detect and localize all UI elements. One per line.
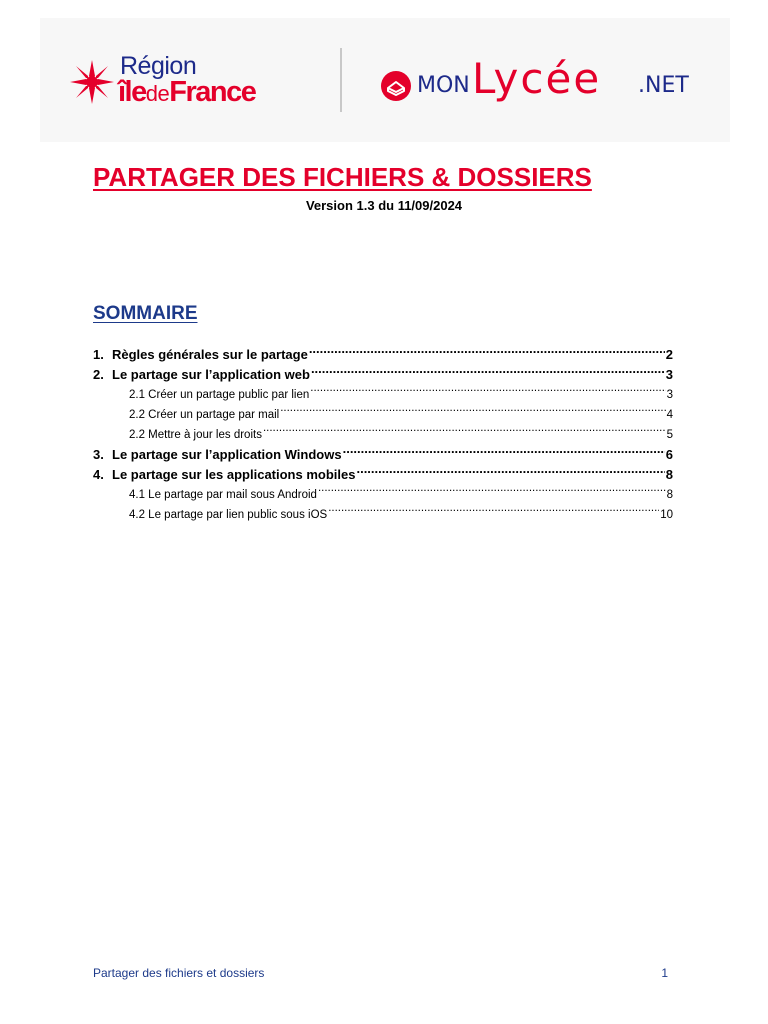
toc-subentry[interactable] bbox=[93, 385, 673, 405]
toc-entry[interactable] bbox=[93, 445, 673, 465]
toc-entry-page: 6 bbox=[665, 447, 673, 462]
book-icon bbox=[380, 70, 412, 102]
footer-title: Partager des fichiers et dossiers bbox=[93, 966, 265, 980]
toc-entry-number: 1. bbox=[93, 347, 104, 362]
logo-net-text: .NET bbox=[638, 73, 689, 98]
region-ile-de-france-logo bbox=[70, 52, 310, 112]
star-icon bbox=[70, 60, 114, 104]
logo-ile-text: île bbox=[118, 76, 146, 108]
logo-france-text: France bbox=[169, 76, 256, 108]
toc-subentry[interactable] bbox=[93, 485, 673, 505]
toc-entry-number: 3. bbox=[93, 447, 104, 462]
toc-dot-leader bbox=[280, 407, 665, 419]
toc-entry-page: 10 bbox=[660, 509, 673, 521]
logo-lycee-text: Lycée bbox=[472, 54, 602, 103]
toc-entry-page: 3 bbox=[665, 367, 673, 382]
toc-entry-page: 4 bbox=[666, 409, 673, 421]
logo-divider bbox=[340, 48, 342, 112]
toc-subentry[interactable] bbox=[93, 505, 673, 525]
toc-entry[interactable] bbox=[93, 365, 673, 385]
toc-entry-page: 5 bbox=[666, 429, 673, 441]
toc-entry-number: 2. bbox=[93, 367, 104, 382]
toc-dot-leader bbox=[356, 466, 664, 479]
document-title: PARTAGER DES FICHIERS & DOSSIERS bbox=[93, 162, 592, 192]
toc-entry-label: Le partage sur l’application Windows bbox=[112, 447, 342, 462]
mon-lycee-net-logo bbox=[380, 54, 710, 103]
logo-de-text: de bbox=[145, 81, 170, 106]
toc-entry[interactable] bbox=[93, 345, 673, 365]
toc-dot-leader bbox=[328, 507, 659, 519]
toc-entry-label: 4.1 Le partage par mail sous Android bbox=[129, 489, 317, 501]
logo-ile-de-france-text bbox=[118, 76, 255, 109]
document-version: Version 1.3 du 11/09/2024 bbox=[305, 198, 463, 213]
toc-dot-leader bbox=[311, 366, 665, 379]
toc-entry-number: 4. bbox=[93, 467, 104, 482]
toc-entry[interactable] bbox=[93, 465, 673, 485]
toc-entry-label: 4.2 Le partage par lien public sous iOS bbox=[129, 509, 328, 521]
toc-subentry[interactable] bbox=[93, 425, 673, 445]
toc-heading: SOMMAIRE bbox=[93, 303, 198, 324]
toc-entry-label: Le partage sur l’application web bbox=[112, 367, 310, 382]
toc-entry-page: 3 bbox=[666, 389, 673, 401]
toc-dot-leader bbox=[309, 346, 665, 359]
toc-entry-label: Règles générales sur le partage bbox=[112, 347, 308, 362]
logo-mon-text: MON bbox=[417, 73, 470, 98]
toc-entry-page: 8 bbox=[666, 489, 673, 501]
toc-entry-label: 2.2 Mettre à jour les droits bbox=[129, 429, 262, 441]
toc-subentry[interactable] bbox=[93, 405, 673, 425]
logo-region-text: Région bbox=[120, 52, 197, 80]
toc-dot-leader bbox=[310, 387, 665, 399]
toc-dot-leader bbox=[318, 487, 666, 499]
toc-dot-leader bbox=[343, 446, 665, 459]
toc-entry-label: 2.1 Créer un partage public par lien bbox=[129, 389, 310, 401]
toc-dot-leader bbox=[263, 427, 666, 439]
toc-entry-page: 2 bbox=[665, 347, 673, 362]
table-of-contents bbox=[93, 345, 673, 525]
toc-entry-page: 8 bbox=[665, 467, 673, 482]
toc-entry-label: 2.2 Créer un partage par mail bbox=[129, 409, 280, 421]
toc-entry-label: Le partage sur les applications mobiles bbox=[112, 467, 356, 482]
footer-page-number: 1 bbox=[661, 966, 668, 980]
